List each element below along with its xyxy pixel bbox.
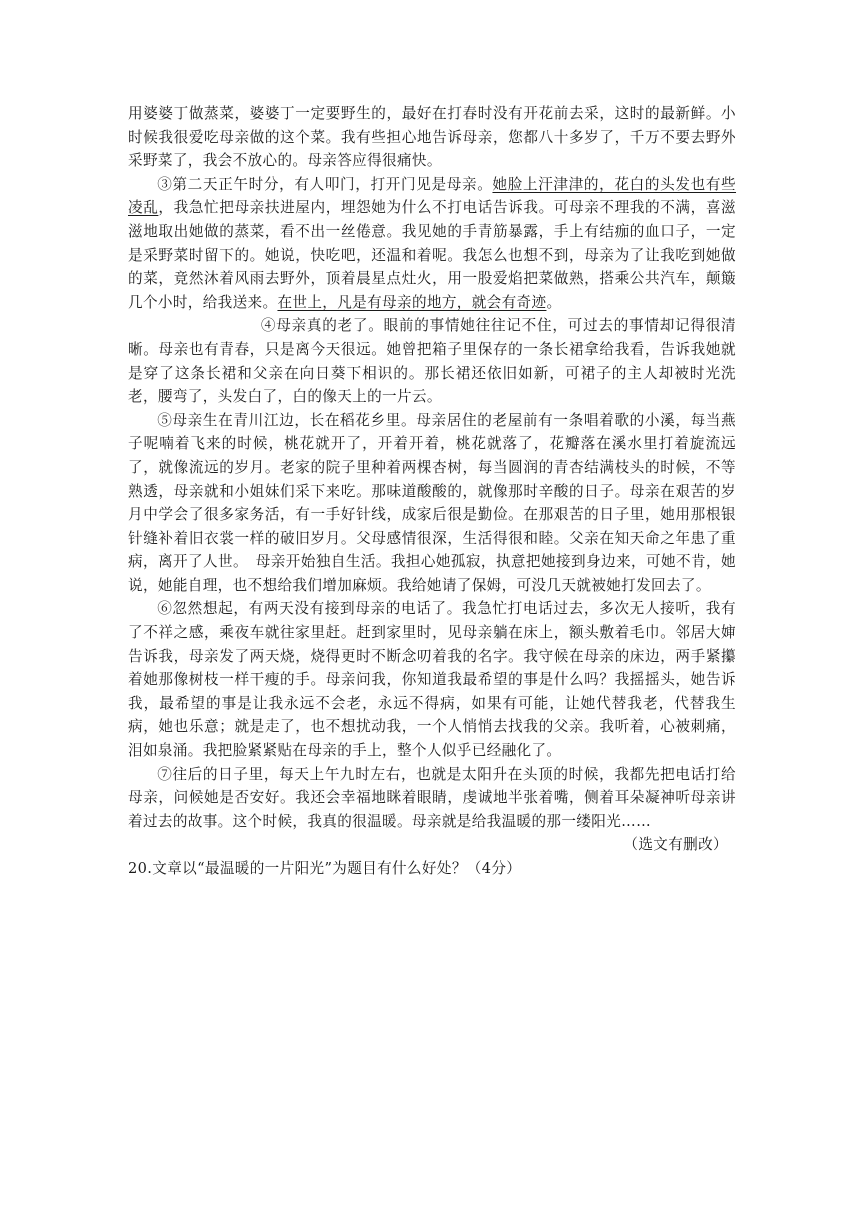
paragraph-3 bbox=[128, 173, 736, 315]
paragraph-5: ⑤母亲生在青川江边，长在稻花乡里。母亲居住的老屋前有一条唱着歌的小溪，每当燕子呢喃着飞来的时候，桃花就开了，开着开着，桃花就落了，花瓣落在溪水里打着旋流远了，就像流远的岁月。老家的院子里种着两棵杏树，每当圆润的青杏结满枝头的时候，不等熟透，母亲就和小姐妹们采下来吃。那味道酸酸的，就像那时辛酸的日子。母亲在艰苦的岁月中学会了很多家务活，有一手好针线，成家后很是勤俭。在那艰苦的日子里，她用那根银针缝补着旧衣裳一样的破旧岁月。父母感情很深，生活得很和睦。父亲在知天命之年患了重病，离开了人世。 母亲开始独自生活。我担心她孤寂，执意把她接到身边来，可她不肯，她说，她能自理，也不想给我们增加麻烦。我给她请了保姆，可没几天就被她打发回去了。 bbox=[128, 411, 736, 594]
question-20: 20.文章以“最温暖的一片阳光”为题目有什么好处？（4分） bbox=[128, 860, 522, 877]
paragraph-3-body: ，我急忙把母亲扶进屋内，埋怨她为什么不打电话告诉我。可母亲不理我的不满，喜滋滋地取出她做的蒸菜，看不出一丝倦意。我见她的手青筋暴露，手上有结痂的血口子，一定是采野菜时留下的。她说，快吃吧，还温和着呢。我怎么也想不到，母亲为了让我吃到她做的菜，竟然沐着风雨去野外，顶着晨星点灶火，用一股爱焰把菜做熟，搭乘公共汽车，颠簸几个小时，给我送来。 bbox=[128, 199, 736, 311]
paragraph-continuation: 用婆婆丁做蒸菜，婆婆丁一定要野生的，最好在打春时没有开花前去采，这时的最新鲜。小时候我很爱吃母亲做的这个菜。我有些担心地告诉母亲，您都八十多岁了，千万不要去野外采野菜了，我会不放心的。母亲答应得很痛快。 bbox=[128, 105, 736, 170]
underlined-sentence-2: 在世上，凡是有母亲的地方，就会有奇迹 bbox=[277, 293, 547, 311]
paragraph-4: ④母亲真的老了。眼前的事情她往往记不住，可过去的事情却记得很清晰。母亲也有青春，只是离今天很远。她曾把箱子里保存的一条长裙拿给我看，告诉我她就是穿了这条长裙和父亲在向日葵下相识的。那长裙还依旧如新，可裙子的主人却被时光洗老，腰弯了，头发白了，白的像天上的一片云。 bbox=[128, 317, 736, 406]
paragraph-3-intro: ③第二天正午时分，有人叩门，打开门见是母亲。 bbox=[157, 175, 493, 193]
paragraph-3-end: 。 bbox=[546, 293, 562, 311]
underlined-sentence-1: 她脸上汗津津的，花白的头发也有些凌乱 bbox=[128, 175, 737, 217]
document-page bbox=[128, 102, 736, 881]
paragraph-6: ⑥忽然想起，有两天没有接到母亲的电话了。我急忙打电话过去，多次无人接听，我有了不祥之感，乘夜车就往家里赶。赶到家里时，见母亲躺在床上，额头敷着毛巾。邻居大婶告诉我，母亲发了两天烧，烧得更时不断念叨着我的名字。我守候在母亲的床边，两手紧攥着她那像树枝一样干瘦的手。母亲问我，你知道我最希望的事是什么吗？我摇摇头，她告诉我，最希望的事是让我永远不会老，永远不得病，如果有可能，让她代替我老，代替我生病，她也乐意；就是走了，也不想扰动我，一个人悄悄去找我的父亲。我听着，心被刺痛，泪如泉涌。我把脸紧紧贴在母亲的手上，整个人似乎已经融化了。 bbox=[128, 600, 736, 760]
paragraph-7: ⑦往后的日子里，每天上午九时左右，也就是太阳升在头顶的时候，我都先把电话打给母亲，问候她是否安好。我还会幸福地眯着眼睛，虔诚地半张着嘴，侧着耳朵凝神听母亲讲着过去的故事。这个时候，我真的很温暖。母亲就是给我温暖的那一缕阳光…… bbox=[128, 765, 736, 830]
source-note: （选文有删改） bbox=[623, 836, 728, 854]
